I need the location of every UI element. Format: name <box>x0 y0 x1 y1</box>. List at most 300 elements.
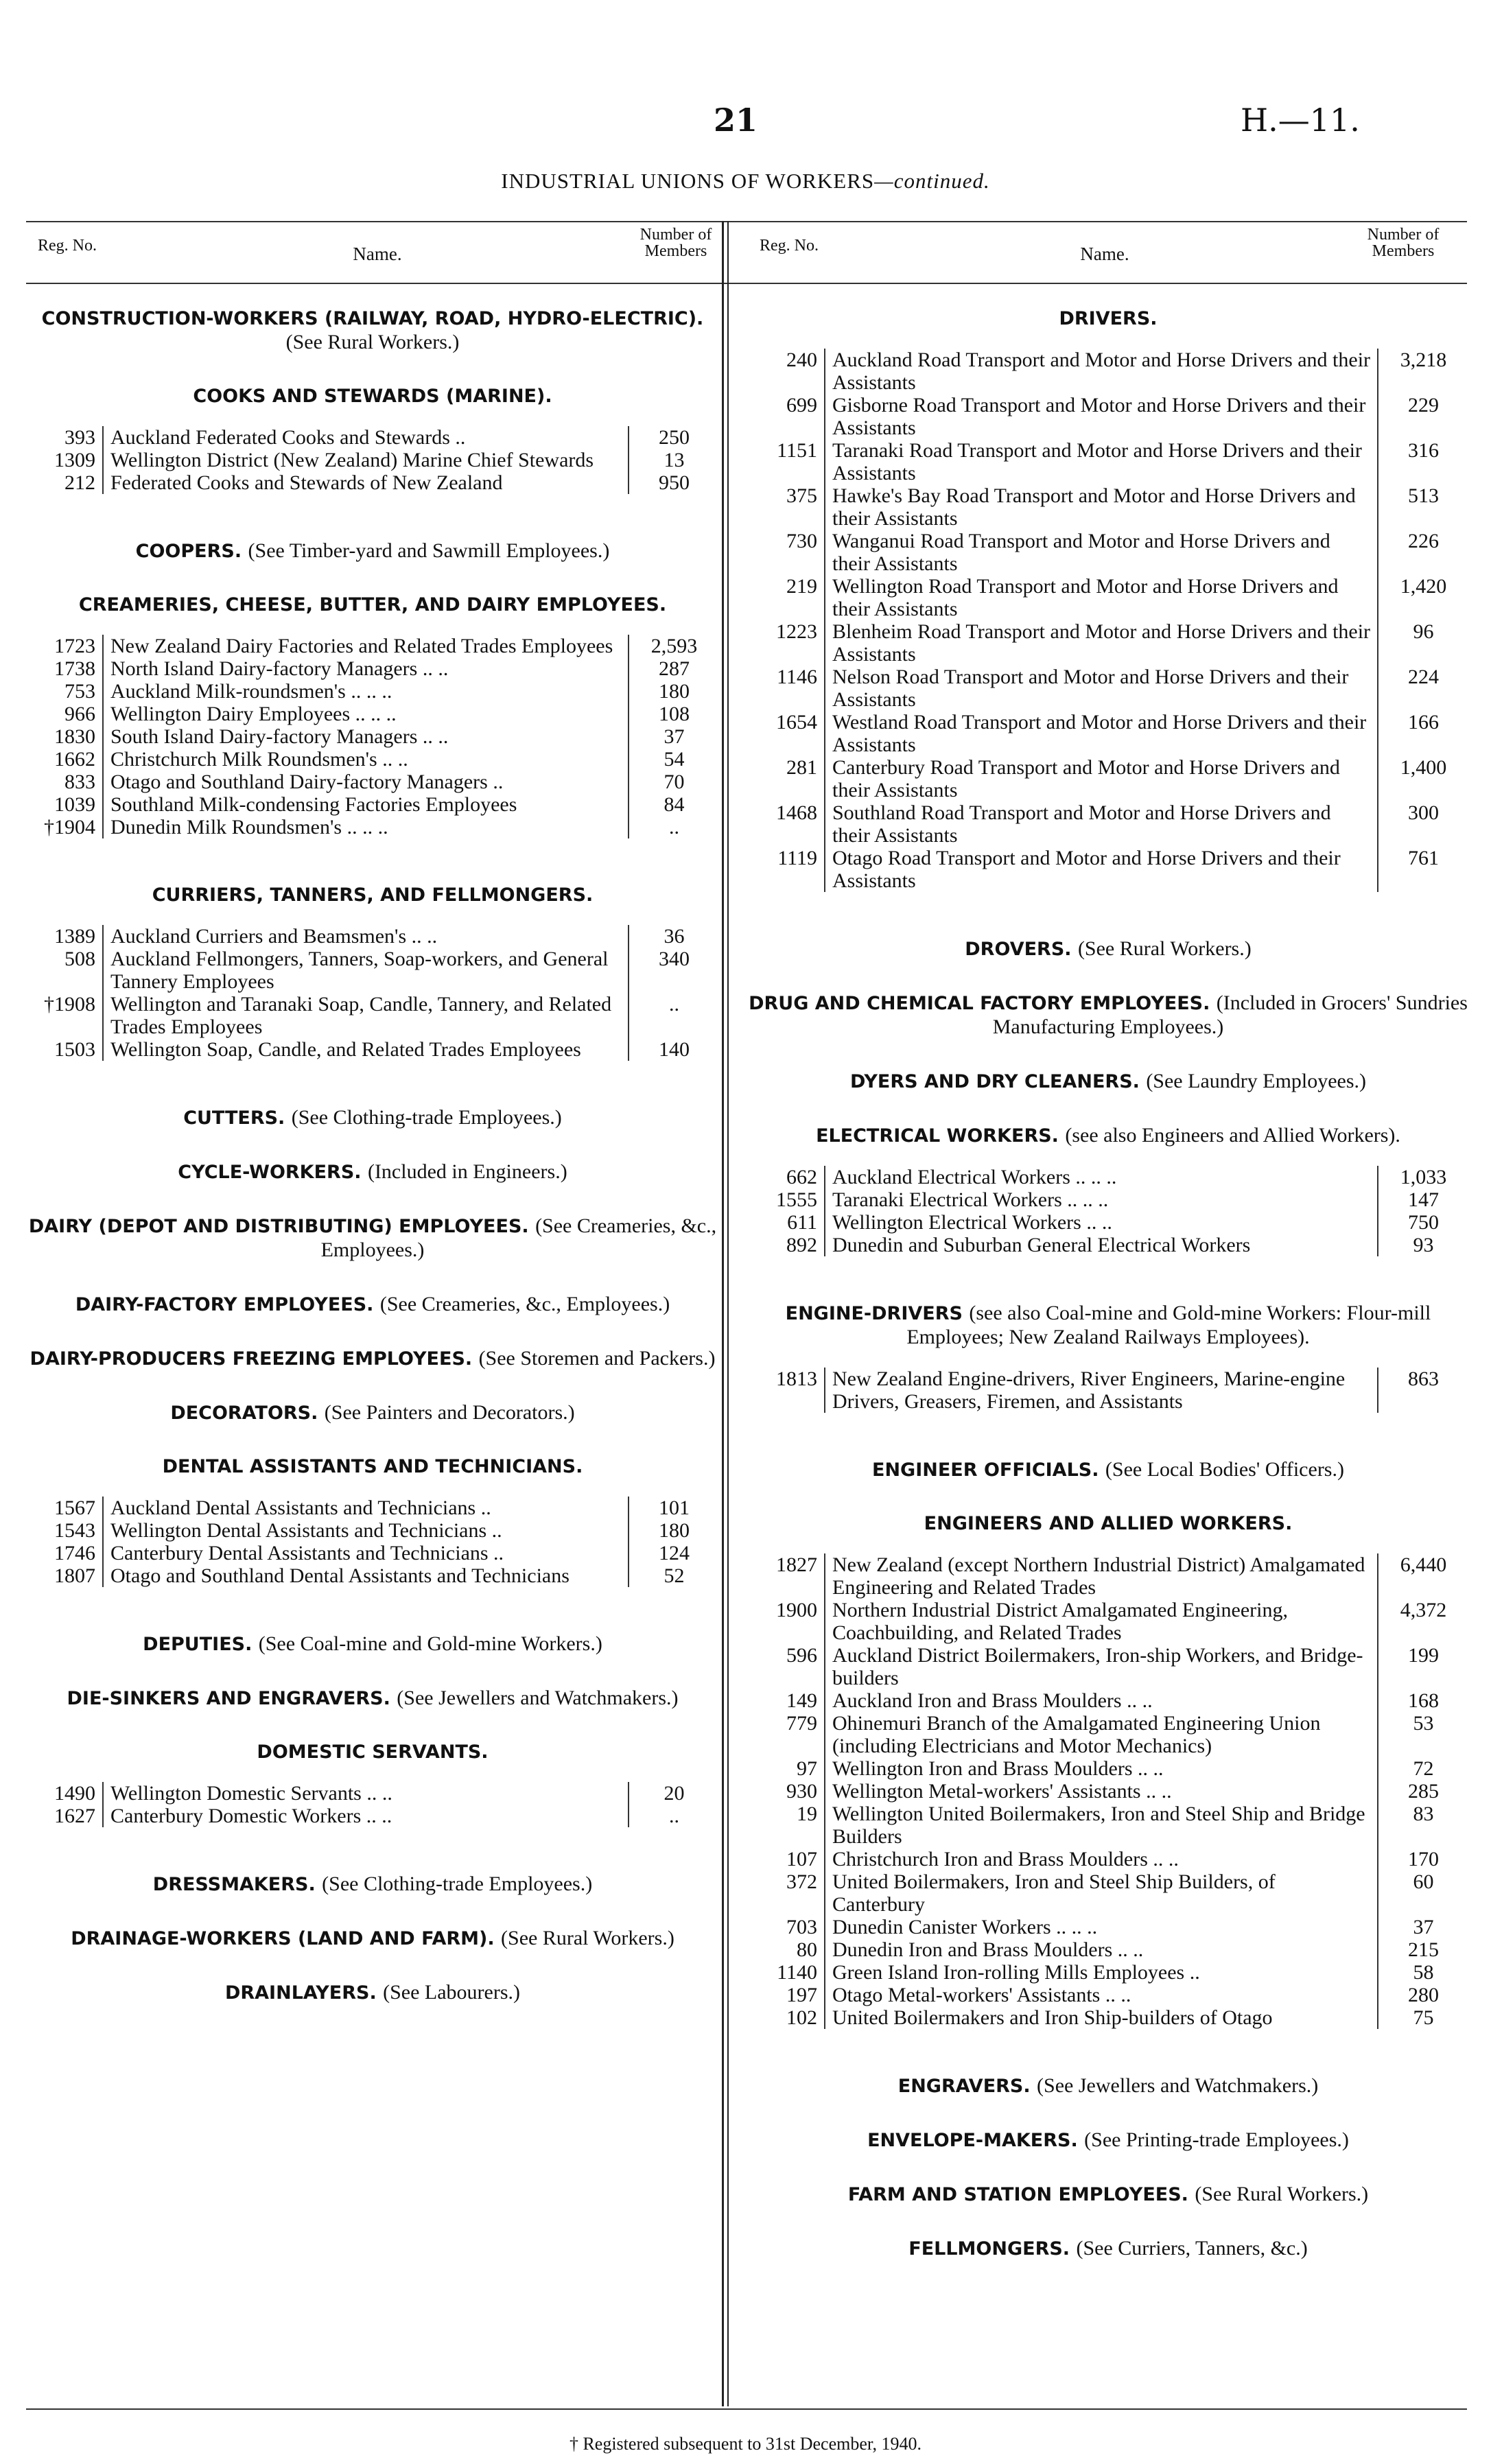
reg-number: 1490 <box>54 1782 95 1805</box>
union-name: Auckland Iron and Brass Moulders .. .. <box>825 1689 1378 1712</box>
right-reg-head: Reg. No. <box>760 237 819 255</box>
section-title: ELECTRICAL WORKERS. <box>816 1125 1059 1147</box>
section-gap <box>26 1827 719 1873</box>
left-members-head: Number of Members <box>639 226 712 260</box>
section-heading <box>26 884 719 907</box>
union-name: Dunedin Canister Workers .. .. .. <box>825 1916 1378 1938</box>
table-row <box>748 1848 1468 1870</box>
reg-number: 1746 <box>54 1542 95 1564</box>
section-heading <box>748 937 1468 961</box>
union-name: Taranaki Electrical Workers .. .. .. <box>825 1188 1378 1211</box>
member-count: 1,420 <box>1400 575 1447 598</box>
running-title <box>0 169 1491 193</box>
union-name: Wellington Electrical Workers .. .. <box>825 1211 1378 1234</box>
reg-number: 1807 <box>54 1564 95 1587</box>
union-name: Wellington Metal-workers' Assistants .. .. <box>825 1780 1378 1803</box>
union-name: Canterbury Domestic Workers .. .. <box>103 1805 629 1827</box>
section-title: DRAINLAYERS. <box>224 1982 377 2004</box>
section-note: (See Rural Workers.) <box>1195 2183 1369 2205</box>
reg-number: 1567 <box>54 1497 95 1519</box>
union-name: Dunedin Milk Roundsmen's .. .. .. <box>103 816 629 838</box>
header-bottom-rule <box>26 283 1467 284</box>
member-count: 13 <box>664 449 685 471</box>
section-gap <box>748 1094 1468 1124</box>
section-gap <box>748 2207 1468 2237</box>
section-heading <box>26 1981 719 2005</box>
member-count: 750 <box>1408 1211 1439 1234</box>
reg-number: 1468 <box>776 801 817 824</box>
table-row <box>26 948 719 993</box>
section-heading <box>748 1458 1468 1482</box>
section-gap <box>26 1764 719 1782</box>
table-row <box>748 349 1468 394</box>
member-count: 1,033 <box>1400 1166 1447 1188</box>
member-count: 75 <box>1413 2006 1434 2029</box>
union-name: Dunedin and Suburban General Electrical Workers <box>825 1234 1378 1256</box>
table-row <box>748 530 1468 575</box>
member-count: 140 <box>659 1038 690 1061</box>
member-count: 950 <box>659 471 690 494</box>
union-name: Wellington United Boilermakers, Iron and Steel Ship and Bridge Builders <box>825 1803 1378 1848</box>
reg-number: 662 <box>786 1166 817 1188</box>
member-count: 4,372 <box>1400 1599 1447 1621</box>
union-name: Otago and Southland Dairy-factory Managers .. <box>103 771 629 793</box>
footnote: † Registered subsequent to 31st December, 1940. <box>569 2434 922 2454</box>
table-row <box>26 993 719 1038</box>
section-heading <box>26 1215 719 1263</box>
reg-number: 212 <box>64 471 95 494</box>
member-count: 215 <box>1408 1938 1439 1961</box>
member-count: 340 <box>659 948 690 970</box>
union-name: Taranaki Road Transport and Motor and Horse Drivers and their Assistants <box>825 439 1378 484</box>
table-row <box>748 1211 1468 1234</box>
union-name: Auckland Road Transport and Motor and Horse Drivers and their Assistants <box>825 349 1378 394</box>
section-title: DAIRY (DEPOT AND DISTRIBUTING) EMPLOYEES. <box>28 1216 529 1237</box>
section-heading <box>26 539 719 563</box>
section-note: (See Printing-trade Employees.) <box>1084 2128 1349 2151</box>
member-count: .. <box>669 1805 679 1827</box>
union-name: Federated Cooks and Stewards of New Zealand <box>103 471 629 494</box>
section-note: (See Labourers.) <box>383 1981 521 2004</box>
member-count: 166 <box>1408 711 1439 734</box>
section-heading <box>748 992 1468 1040</box>
member-count: 37 <box>1413 1916 1434 1938</box>
member-count: 285 <box>1408 1780 1439 1803</box>
reg-number: 611 <box>787 1211 817 1234</box>
reg-number: 833 <box>64 771 95 793</box>
member-count: .. <box>669 816 679 838</box>
document-reference: H.—11. <box>1241 102 1360 139</box>
table-row <box>748 2006 1468 2029</box>
entries-table <box>748 349 1468 892</box>
section-heading <box>748 2183 1468 2207</box>
reg-number: 372 <box>786 1870 817 1893</box>
union-name: Auckland Electrical Workers .. .. .. <box>825 1166 1378 1188</box>
section-title: CONSTRUCTION-WORKERS (RAILWAY, ROAD, HYDRO-ELECTRIC). <box>41 308 704 329</box>
union-name: Hawke's Bay Road Transport and Motor and Horse Drivers and their Assistants <box>825 484 1378 530</box>
section-note: (See Rural Workers.) <box>1077 937 1252 960</box>
table-row <box>748 1712 1468 1757</box>
member-count: 58 <box>1413 1961 1434 1984</box>
table-row <box>26 1564 719 1587</box>
member-count: 84 <box>664 793 685 816</box>
member-count: 37 <box>664 725 685 748</box>
section-gap <box>26 617 719 635</box>
union-name: South Island Dairy-factory Managers .. .. <box>103 725 629 748</box>
table-row <box>26 703 719 725</box>
table-row <box>748 1599 1468 1644</box>
section-gap <box>748 331 1468 349</box>
reg-number: 699 <box>786 394 817 416</box>
union-name: Auckland Dental Assistants and Technicians .. <box>103 1497 629 1519</box>
entries-table <box>748 1166 1468 1256</box>
section-note: (See Storemen and Packers.) <box>478 1347 716 1370</box>
section-gap <box>26 907 719 925</box>
section-title: DRESSMAKERS. <box>152 1874 316 1895</box>
union-name: Wanganui Road Transport and Motor and Horse Drivers and their Assistants <box>825 530 1378 575</box>
table-row <box>748 1757 1468 1780</box>
member-count: 316 <box>1408 439 1439 462</box>
reg-number: 375 <box>786 484 817 507</box>
section-note: (Included in Grocers' Sundries Manufacturing Employees.) <box>992 992 1468 1038</box>
section-gap <box>26 494 719 539</box>
section-gap <box>26 408 719 426</box>
table-row <box>748 394 1468 439</box>
section-title: COOPERS. <box>135 541 242 562</box>
running-title-main: INDUSTRIAL UNIONS OF WORKERS <box>501 169 875 193</box>
reg-number: 219 <box>786 575 817 598</box>
section-heading <box>26 1927 719 1951</box>
section-note: (See Rural Workers.) <box>501 1927 674 1949</box>
section-heading <box>26 1455 719 1479</box>
reg-number: 508 <box>64 948 95 970</box>
section-title: DOMESTIC SERVANTS. <box>257 1741 489 1763</box>
member-count: 226 <box>1408 530 1439 552</box>
section-heading <box>26 385 719 408</box>
member-count: 3,218 <box>1400 349 1447 371</box>
section-note: (See Jewellers and Watchmakers.) <box>397 1687 679 1709</box>
section-note: (See Local Bodies' Officers.) <box>1105 1458 1344 1481</box>
union-name: Dunedin Iron and Brass Moulders .. .. <box>825 1938 1378 1961</box>
section-gap <box>748 961 1468 992</box>
section-heading <box>748 307 1468 331</box>
reg-number: 19 <box>797 1803 817 1825</box>
section-gap <box>26 1711 719 1741</box>
section-heading <box>26 1347 719 1371</box>
reg-number: 1900 <box>776 1599 817 1621</box>
union-name: Green Island Iron-rolling Mills Employees .. <box>825 1961 1378 1984</box>
section-gap <box>748 1536 1468 1553</box>
table-row <box>26 1805 719 1827</box>
section-title: DROVERS. <box>965 939 1072 960</box>
union-name: Northern Industrial District Amalgamated Engineering, Coachbuilding, and Related Trades <box>825 1599 1378 1644</box>
member-count: 70 <box>664 771 685 793</box>
section-gap <box>748 2152 1468 2183</box>
section-heading <box>748 1512 1468 1536</box>
reg-number: 966 <box>64 703 95 725</box>
section-note: (see also Engineers and Allied Workers). <box>1065 1124 1400 1147</box>
table-row <box>748 1938 1468 1961</box>
table-row <box>26 925 719 948</box>
section-heading <box>26 1160 719 1184</box>
member-count: 513 <box>1408 484 1439 507</box>
section-title: CREAMERIES, CHEESE, BUTTER, AND DAIRY EMPLOYEES. <box>78 594 667 615</box>
section-title: DRUG AND CHEMICAL FACTORY EMPLOYEES. <box>749 993 1210 1014</box>
table-row <box>748 1188 1468 1211</box>
section-gap <box>26 355 719 385</box>
member-count: 180 <box>659 680 690 703</box>
table-row <box>748 1553 1468 1599</box>
entries-table <box>26 1782 719 1827</box>
reg-number: 97 <box>797 1757 817 1780</box>
section-title: DAIRY-FACTORY EMPLOYEES. <box>75 1294 374 1315</box>
section-gap <box>748 1256 1468 1302</box>
table-row <box>26 449 719 471</box>
union-name: Southland Milk-condensing Factories Employees <box>103 793 629 816</box>
section-heading <box>26 307 719 355</box>
table-row <box>748 666 1468 711</box>
table-row <box>748 575 1468 620</box>
member-count: 147 <box>1408 1188 1439 1211</box>
section-heading <box>748 2074 1468 2098</box>
section-heading <box>26 1632 719 1656</box>
section-title: CYCLE-WORKERS. <box>178 1162 362 1183</box>
column-divider-inner <box>727 221 729 2406</box>
reg-number: 1662 <box>54 748 95 771</box>
table-row <box>748 1368 1468 1413</box>
table-row <box>26 1782 719 1805</box>
union-name: Auckland Federated Cooks and Stewards .. <box>103 426 629 449</box>
reg-number: 1119 <box>777 847 817 869</box>
member-count: 224 <box>1408 666 1439 688</box>
section-gap <box>748 1482 1468 1512</box>
section-title: ENGINEER OFFICIALS. <box>872 1459 1099 1481</box>
member-count: 108 <box>659 703 690 725</box>
section-title: FELLMONGERS. <box>908 2238 1070 2260</box>
reg-number: 197 <box>786 1984 817 2006</box>
union-name: Wellington Road Transport and Motor and Horse Drivers and their Assistants <box>825 575 1378 620</box>
section-gap <box>748 1413 1468 1458</box>
section-gap <box>748 1148 1468 1166</box>
page-number: 21 <box>714 102 758 139</box>
entries-table <box>26 426 719 494</box>
union-name: Auckland District Boilermakers, Iron-ship Workers, and Bridge-builders <box>825 1644 1378 1689</box>
union-name: New Zealand Engine-drivers, River Engineers, Marine-engine Drivers, Greasers, Firemen, and Assistants <box>825 1368 1378 1413</box>
section-heading <box>26 1106 719 1130</box>
table-row <box>748 484 1468 530</box>
reg-number: 240 <box>786 349 817 371</box>
union-name: Auckland Milk-roundsmen's .. .. .. <box>103 680 629 703</box>
reg-number: 149 <box>786 1689 817 1712</box>
table-row <box>26 771 719 793</box>
section-gap <box>26 1184 719 1215</box>
union-name: Wellington Dental Assistants and Technicians .. <box>103 1519 629 1542</box>
member-count: 36 <box>664 925 685 948</box>
reg-number: †1908 <box>44 993 95 1016</box>
header-top-rule <box>26 221 1467 222</box>
member-count: 52 <box>664 1564 685 1587</box>
reg-number: 1827 <box>776 1553 817 1576</box>
union-name: Auckland Curriers and Beamsmen's .. .. <box>103 925 629 948</box>
reg-number: 1039 <box>54 793 95 816</box>
section-note: (See Jewellers and Watchmakers.) <box>1037 2074 1319 2097</box>
member-count: 6,440 <box>1400 1553 1447 1576</box>
reg-number: 1389 <box>54 925 95 948</box>
table-row <box>26 471 719 494</box>
member-count: 300 <box>1408 801 1439 824</box>
reg-number: 1146 <box>777 666 817 688</box>
left-column <box>26 307 719 2005</box>
section-note: (See Timber-yard and Sawmill Employees.) <box>248 539 610 562</box>
section-heading <box>748 1302 1468 1350</box>
table-row <box>26 1519 719 1542</box>
table-row <box>26 657 719 680</box>
reg-number: 281 <box>786 756 817 779</box>
member-count: 280 <box>1408 1984 1439 2006</box>
section-note: (See Curriers, Tanners, &c.) <box>1076 2237 1308 2260</box>
right-name-head: Name. <box>1080 244 1129 264</box>
section-gap <box>748 2029 1468 2074</box>
section-gap <box>26 1425 719 1455</box>
section-title: DAIRY-PRODUCERS FREEZING EMPLOYEES. <box>30 1348 473 1370</box>
running-title-continued: —continued. <box>874 169 990 193</box>
section-note: (See Rural Workers.) <box>285 331 460 353</box>
member-count: 863 <box>1408 1368 1439 1390</box>
table-row <box>26 1542 719 1564</box>
union-name: Wellington District (New Zealand) Marine Chief Stewards <box>103 449 629 471</box>
table-row <box>748 620 1468 666</box>
reg-number: 1738 <box>54 657 95 680</box>
table-row <box>748 1870 1468 1916</box>
right-members-head: Number of Members <box>1367 226 1440 260</box>
table-row <box>26 426 719 449</box>
union-name: United Boilermakers, Iron and Steel Ship Builders, of Canterbury <box>825 1870 1378 1916</box>
table-row <box>748 1234 1468 1256</box>
union-name: Wellington Dairy Employees .. .. .. <box>103 703 629 725</box>
table-row <box>26 816 719 838</box>
section-gap <box>26 838 719 884</box>
section-gap <box>26 1587 719 1632</box>
reg-number: 753 <box>64 680 95 703</box>
union-name: Wellington Iron and Brass Moulders .. .. <box>825 1757 1378 1780</box>
section-note: (See Clothing-trade Employees.) <box>291 1106 562 1129</box>
member-count: 168 <box>1408 1689 1439 1712</box>
table-row <box>26 680 719 703</box>
union-name: Christchurch Milk Roundsmen's .. .. <box>103 748 629 771</box>
entries-table <box>748 1368 1468 1413</box>
section-title: COOKS AND STEWARDS (MARINE). <box>193 386 552 407</box>
section-gap <box>26 1656 719 1687</box>
union-name: Ohinemuri Branch of the Amalgamated Engineering Union (including Electricians and Motor Mechanics) <box>825 1712 1378 1757</box>
reg-number: 1151 <box>777 439 817 462</box>
reg-number: 1627 <box>54 1805 95 1827</box>
reg-number: 107 <box>786 1848 817 1870</box>
union-name: Otago Metal-workers' Assistants .. .. <box>825 1984 1378 2006</box>
member-count: .. <box>669 993 679 1016</box>
left-name-head: Name. <box>353 244 402 264</box>
table-row <box>748 439 1468 484</box>
section-title: ENGRAVERS. <box>897 2076 1031 2097</box>
section-note: (See Laundry Employees.) <box>1146 1070 1367 1092</box>
section-note: (Included in Engineers.) <box>367 1160 567 1183</box>
reg-number: 1813 <box>776 1368 817 1390</box>
table-row <box>26 1038 719 1061</box>
reg-number: 1555 <box>776 1188 817 1211</box>
table-row <box>748 1780 1468 1803</box>
section-title: CURRIERS, TANNERS, AND FELLMONGERS. <box>152 884 594 906</box>
reg-number: 393 <box>64 426 95 449</box>
member-count: 287 <box>659 657 690 680</box>
reg-number: 1309 <box>54 449 95 471</box>
member-count: 170 <box>1408 1848 1439 1870</box>
member-count: 124 <box>659 1542 690 1564</box>
reg-number: 1503 <box>54 1038 95 1061</box>
section-title: DECORATORS. <box>170 1403 318 1424</box>
reg-number: 730 <box>786 530 817 552</box>
right-column <box>748 307 1468 2261</box>
section-title: CUTTERS. <box>183 1107 285 1129</box>
section-gap <box>26 1897 719 1927</box>
union-name: Canterbury Road Transport and Motor and Horse Drivers and their Assistants <box>825 756 1378 801</box>
union-name: Otago Road Transport and Motor and Horse Drivers and their Assistants <box>825 847 1378 892</box>
table-row <box>748 1803 1468 1848</box>
union-name: United Boilermakers and Iron Ship-builders of Otago <box>825 2006 1378 2029</box>
table-row <box>748 801 1468 847</box>
member-count: 83 <box>1413 1803 1434 1825</box>
union-name: Nelson Road Transport and Motor and Horse Drivers and their Assistants <box>825 666 1378 711</box>
member-count: 93 <box>1413 1234 1434 1256</box>
reg-number: 1654 <box>776 711 817 734</box>
section-title: FARM AND STATION EMPLOYEES. <box>847 2184 1188 2205</box>
section-gap <box>748 1350 1468 1368</box>
table-row <box>748 1166 1468 1188</box>
table-row <box>26 725 719 748</box>
reg-number: 1223 <box>776 620 817 643</box>
reg-number: 1140 <box>777 1961 817 1984</box>
union-name: Wellington Soap, Candle, and Related Trades Employees <box>103 1038 629 1061</box>
section-note: (see also Coal-mine and Gold-mine Workers: Flour-mill Employees; New Zealand Railways Employees). <box>906 1302 1431 1348</box>
member-count: 54 <box>664 748 685 771</box>
member-count: 199 <box>1408 1644 1439 1667</box>
union-name: Gisborne Road Transport and Motor and Horse Drivers and their Assistants <box>825 394 1378 439</box>
column-divider <box>722 221 724 2406</box>
member-count: 53 <box>1413 1712 1434 1735</box>
table-row <box>26 793 719 816</box>
section-gap <box>26 1951 719 1981</box>
section-heading <box>26 1293 719 1317</box>
table-row <box>748 1644 1468 1689</box>
member-count: 60 <box>1413 1870 1434 1893</box>
section-gap <box>26 1263 719 1293</box>
section-heading <box>26 1401 719 1425</box>
entries-table <box>26 635 719 838</box>
reg-number: 102 <box>786 2006 817 2029</box>
member-count: 1,400 <box>1400 756 1447 779</box>
section-heading <box>748 1070 1468 1094</box>
section-note: (See Painters and Decorators.) <box>324 1401 575 1424</box>
table-row <box>748 1961 1468 1984</box>
reg-number: 892 <box>786 1234 817 1256</box>
table-row <box>748 1916 1468 1938</box>
table-row <box>748 847 1468 892</box>
member-count: 180 <box>659 1519 690 1542</box>
reg-number: 703 <box>786 1916 817 1938</box>
section-note: (See Creameries, &c., Employees.) <box>379 1293 670 1315</box>
member-count: 96 <box>1413 620 1434 643</box>
reg-number: †1904 <box>44 816 95 838</box>
union-name: Wellington Domestic Servants .. .. <box>103 1782 629 1805</box>
table-row <box>26 635 719 657</box>
